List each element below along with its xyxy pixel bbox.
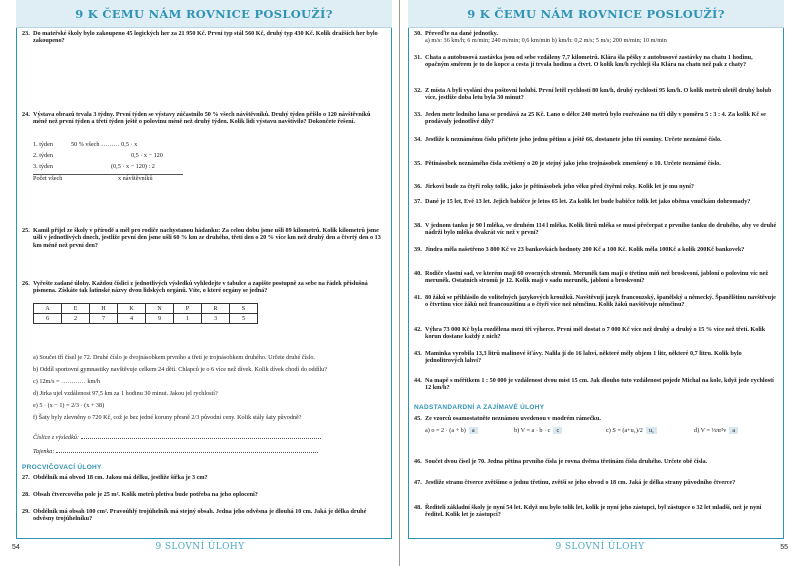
- task-text: Výstava obrazů trvala 3 týdny. První týden se výstavy zúčastnilo 50 % všech návštěvníků. Druhý týden přišlo o 120 návštěvníků méně než první týden a třetí týden ještě o polovinu méně než druhý týden. Kolik lidí výstavu navštívilo? Dokončete řešení.: [33, 111, 371, 126]
- task-46: [414, 458, 778, 465]
- task-number: 41.: [414, 294, 422, 301]
- task-26-item-c: c) 12m/s = ………… km/h: [33, 378, 101, 385]
- task-text: Maminka vyrobila 13,3 litrů malinové šťávy. Nalila jí do 16 lahví, některé měly objem 1 litr, některé 0,7 litru. Kolik bylo jednolitrových lahví?: [425, 350, 742, 365]
- task-number: 30.: [414, 30, 422, 37]
- cipher-cell: 4: [118, 314, 146, 324]
- formula-expr: c) S = (a+u₁)/2: [606, 427, 643, 434]
- task-text: Ze vzorců osamostatněte neznámou uvedenou v modrém rámečku.: [425, 415, 601, 422]
- task-24-row-2: [33, 152, 183, 159]
- task-39: [414, 246, 778, 253]
- task-number: 33.: [414, 111, 422, 118]
- formula-unknown-box: a: [729, 427, 738, 434]
- page-number-left: 54: [12, 544, 20, 551]
- left-header: [16, 0, 392, 28]
- formula-a: [425, 427, 478, 434]
- task-number: 29.: [22, 508, 30, 515]
- task-24: [22, 111, 386, 126]
- footer-line: [16, 538, 392, 539]
- cipher-cell: R: [202, 304, 230, 314]
- secret-dotted-line[interactable]: [56, 452, 318, 453]
- task-text: Obdélník má obvod 18 cm. Jakou má délku, jestliže šířka je 3 cm?: [33, 474, 208, 481]
- task-35: [414, 160, 778, 167]
- task-27: [22, 474, 386, 481]
- task-26: [22, 280, 386, 295]
- task-number: 37.: [414, 198, 422, 205]
- task-26-item-b: b) Oddíl sportovní gymnastiky navštěvuje celkem 24 dětí. Chlapců je o 6 více než dívek. Kolik dívek chodí do oddílu?: [33, 366, 328, 373]
- row-expr: x návštěvníků: [118, 175, 153, 182]
- task-text: Obsah čtvercového pole je 25 m². Kolik metrů pletiva bude potřeba na jeho oplocení?: [33, 491, 258, 498]
- task-24-row-1: [33, 141, 183, 148]
- section-title-practice: PROCVIČOVACÍ ÚLOHY: [22, 464, 102, 471]
- formula-unknown-box: a: [469, 427, 478, 434]
- task-number: 39.: [414, 246, 422, 253]
- task-number: 35.: [414, 160, 422, 167]
- task-text: Z místa A byli vysláni dva poštovní holubi. První letěl rychlostí 80 km/h, druhý rychlostí 95 km/h. O kolik metrů uletěl druhý holub více, jestliže doba letu byla 30 minut?: [425, 87, 772, 102]
- formula-expr: d) V = ⅓πr²v: [694, 427, 727, 434]
- task-text: Do mateřské školy bylo zakoupeno 45 logických her za 21 950 Kč. První typ stál 560 Kč, druhý typ 430 Kč. Kolik dražších her bylo zakoupeno?: [33, 30, 378, 45]
- cipher-cell: K: [118, 304, 146, 314]
- formula-unknown-box: u₁: [646, 427, 657, 434]
- task-number: 42.: [414, 326, 422, 333]
- task-33: [414, 111, 778, 126]
- task-text: Rodiče vlastní sad, ve kterém mají 60 ovocných stromů. Meruněk tam mají o třetinu míň než broskvoní, jabloní o polovinu víc než meruněk. Ostatních stromů je 12. Kolik mají v sadu meruněk, jabloní a broskvoní?: [425, 270, 769, 285]
- task-number: 47.: [414, 479, 422, 486]
- task-26-item-d: d) Jirka ujel vzdálenost 97,5 km za 1 hodinu 30 minut. Jakou jel rychlostí?: [33, 390, 218, 397]
- task-text: Chata a autobusová zastávka jsou od sebe vzdáleny 7,7 kilometrů. Klára šla pěšky z autobusové zastávky na chatu 1 hodinu, opačným směrem je to do kopce a cesta jí trvala hodinu a čtvrt. O kolik km/h rychleji šla Klára na chatu než pak z chaty?: [425, 54, 753, 69]
- task-text: Převeďte na dané jednotky.: [425, 30, 498, 37]
- task-number: 31.: [414, 54, 422, 61]
- task-42: [414, 326, 778, 341]
- task-text: Jeden metr lodního lana se prodává za 25 Kč. Lano o délce 240 metrů bylo rozřezáno na tři díly v poměru 5 : 3 : 4. Za kolik Kč se prodávaly jednotlivé díly?: [425, 111, 766, 126]
- cipher-cell: H: [90, 304, 118, 314]
- task-38: [414, 222, 778, 237]
- task-25: [22, 227, 386, 249]
- secret-label: Tajenka:: [33, 448, 55, 455]
- section-title-advanced: NADSTANDARDNÍ A ZAJÍMAVÉ ÚLOHY: [414, 404, 545, 411]
- task-44: [414, 377, 778, 392]
- task-text: Ředitelí základní školy je nyní 54 let. Když mu bylo tolik let, kolik je nyní jeho zástupci, byl zástupce o 32 let mladší, než je nyní ředitel. Kolik let je zástupci?: [425, 504, 762, 519]
- task-text: Součet dvou čísel je 70. Jedna pětina prvního čísla je rovna dvěma třetinám čísla druhého. Určete obě čísla.: [425, 458, 708, 465]
- cipher-cell: 5: [230, 314, 258, 324]
- formula-b: [514, 427, 562, 434]
- task-number: 46.: [414, 458, 422, 465]
- task-31: [414, 54, 778, 69]
- task-number: 32.: [414, 87, 422, 94]
- left-footer: [0, 536, 400, 566]
- chapter-title-right: 9 SLOVNÍ ÚLOHY: [555, 542, 645, 552]
- task-26-item-a: a) Součet tří čísel je 72. Druhé číslo je dvojnásobkem prvního a třetí je trojnásobkem druhého. Určete druhé číslo.: [33, 354, 315, 361]
- secret-line: [33, 448, 385, 455]
- left-content: [22, 30, 386, 532]
- task-37: [414, 198, 778, 205]
- task-48: [414, 504, 778, 519]
- task-36: [414, 183, 778, 190]
- task-text: Jestliže k neznámému číslu přičtete jeho jednu pětinu a ještě 66, dostanete jeho tři osminy. Určete neznámé číslo.: [425, 136, 722, 143]
- cipher-cell: E: [62, 304, 90, 314]
- chapter-title-left: 9 SLOVNÍ ÚLOHY: [155, 542, 245, 552]
- task-number: 43.: [414, 350, 422, 357]
- task-43: [414, 350, 778, 365]
- task-32: [414, 87, 778, 102]
- task-text: Jestliže stranu čtverce zvětšíme o jednu třetinu, zvětší se jeho obvod o 18 cm. Jaká je délka strany původního čtverce?: [425, 479, 736, 486]
- task-number: 40.: [414, 270, 422, 277]
- row-label: 3. týden: [33, 163, 53, 170]
- task-text: 80 žáků se přihlásilo do volitelných jazykových kroužků. Navštěvují jazyk francouzský, španělský a německý. Španělštinu navštěvuje o čtvrtinu více žáků než francouzštinu a o čtyři více než němčinu. Kolik žáků navštěvuje němčinu?: [425, 294, 776, 309]
- cipher-digits-row: [34, 314, 258, 324]
- task-text: Jirkovi bude za čtyři roky tolik, jako je pětinásobek jeho věku před čtyřmi roky. Kolik let je mu nyní?: [425, 183, 694, 190]
- task-28: [22, 491, 386, 498]
- task-number: 27.: [22, 474, 30, 481]
- result-line: [33, 434, 385, 441]
- task-number: 34.: [414, 136, 422, 143]
- task-subtext: a) m/s: 36 km/h; 6 m/min; 240 m/min; 0,6 km/min b) km/h: 0,2 m/s; 5 m/s; 200 m/min; 10 m/min: [425, 37, 667, 45]
- cipher-table: [33, 303, 258, 324]
- cipher-cell: 1: [174, 314, 202, 324]
- task-29: [22, 508, 386, 523]
- result-label: Číslice z výsledků:: [33, 434, 80, 441]
- result-dotted-line[interactable]: [81, 438, 321, 439]
- cipher-cell: 6: [34, 314, 62, 324]
- formula-c: [606, 427, 657, 434]
- right-content: [414, 30, 778, 532]
- task-text: Vyřešte zadané úlohy. Každou číslici z jednotlivých výsledků vyhledejte v tabulce a zapište postupně za sebe na řádek příslušná písmena. Získáte tak latinské názvy dvou lidských orgánů. Víte, o které orgány se jedná?: [33, 280, 368, 295]
- task-number: 48.: [414, 504, 422, 511]
- task-number: 26.: [22, 280, 30, 287]
- cipher-cell: 3: [202, 314, 230, 324]
- task-text: Jindra měla našetřeno 3 800 Kč ve 23 bankovkách hodnoty 200 Kč a 100 Kč. Kolik měla 100Kč a kolik 200Kč bankovek?: [425, 246, 745, 253]
- formula-unknown-box: c: [553, 427, 562, 434]
- task-text: V jednom tanku je 90 l mléka, ve druhém 114 l mléka. Kolik litrů mléka se musí přečerpat z prvního tanku do druhého, aby ve druhé nádrži bylo mléka dvakrát víc než v první?: [425, 222, 777, 237]
- task-text: Kamil přijel ze školy v přírodě a měl pro rodiče nachystanou hádanku: Za celou dobu jsme ušli 89 kilometrů. Kolik kilometrů jsme ušli v jednotlivých dnech, jestliže první den jsme ušli 60 % km ze druhého, třetí den o 20 % více km než druhý den a čtvrtý den o 13 km méně než první den?: [33, 227, 381, 249]
- cipher-letters-row: [34, 304, 258, 314]
- task-number: 23.: [22, 30, 30, 37]
- task-number: 45.: [414, 415, 422, 422]
- task-45: [414, 415, 778, 422]
- cipher-cell: 7: [90, 314, 118, 324]
- page-number-right: 55: [780, 544, 788, 551]
- task-text: Na mapě s měřítkem 1 : 50 000 je vzdálenost dvou míst 15 cm. Jak dlouho tuto vzdálenost pojede Michal na kole, když jede rychlostí 12 km/h?: [425, 377, 774, 392]
- formula-expr: b) V = a · b · c: [514, 427, 551, 434]
- task-number: 44.: [414, 377, 422, 384]
- cipher-cell: A: [34, 304, 62, 314]
- footer-line: [408, 538, 784, 539]
- right-header: [408, 0, 784, 28]
- task-number: 25.: [22, 227, 30, 234]
- task-text: Obdélník má obsah 100 cm². Pravoúhlý trojúhelník má stejný obsah. Jedna jeho odvěsna je dlouhá 10 cm. Jaká je délka druhé odvěsny trojúhelníku?: [33, 508, 367, 523]
- task-47: [414, 479, 778, 486]
- task-26-item-e: e) 5 · (x − 1) = 2/3 · (x + 38): [33, 402, 105, 409]
- task-number: 38.: [414, 222, 422, 229]
- row-label: 2. týden: [33, 152, 53, 159]
- row-expr: 0,5 · x − 120: [131, 152, 163, 159]
- task-number: 36.: [414, 183, 422, 190]
- task-24-row-3: [33, 163, 183, 170]
- task-26-item-f: f) Šaty byly zlevněny o 720 Kč, což je bez jedné koruny přesně 2/3 původní ceny. Kolik stály šaty původně?: [33, 414, 302, 421]
- task-number: 28.: [22, 491, 30, 498]
- right-footer: [400, 536, 800, 566]
- cipher-cell: P: [174, 304, 202, 314]
- task-number: 24.: [22, 111, 30, 118]
- task-34: [414, 136, 778, 143]
- cipher-cell: 9: [146, 314, 174, 324]
- row-label: 1. týden: [33, 141, 53, 148]
- formula-d: [694, 427, 738, 434]
- task-text: Výhra 73 000 Kč byla rozdělena mezi tři výherce. První měl dostat o 7 000 Kč více než druhý a druhý o 15 % více než třetí. Kolik korun dostane každý z nich?: [425, 326, 766, 341]
- cipher-cell: 2: [62, 314, 90, 324]
- task-30: [414, 30, 778, 45]
- formula-expr: a) o = 2 · (a + b): [425, 427, 466, 434]
- row-expr: (0,5 · x − 120) : 2: [111, 163, 155, 170]
- right-header-title: 9 K ČEMU NÁM ROVNICE POSLOUŽÍ?: [467, 7, 725, 21]
- cipher-cell: S: [230, 304, 258, 314]
- task-24-row-4: [33, 174, 183, 182]
- task-41: [414, 294, 778, 309]
- left-header-title: 9 K ČEMU NÁM ROVNICE POSLOUŽÍ?: [75, 7, 333, 21]
- right-page: [400, 0, 800, 566]
- task-text: Dané je 15 let, Evě 13 let. Jejich babičce je letos 65 let. Za kolik let bude babičce tolik let jako oběma vnučkám dohromady?: [425, 198, 751, 205]
- row-label: Počet všech: [33, 175, 63, 182]
- cipher-cell: N: [146, 304, 174, 314]
- row-expr: 50 % všech ……… 0,5 · x: [71, 141, 138, 148]
- task-23: [22, 30, 386, 45]
- task-40: [414, 270, 778, 285]
- task-text: Pětinásobek neznámého čísla zvětšený o 20 je stejný jako jeho trojnásobek zmenšený o 10. Určete neznámé číslo.: [425, 160, 721, 167]
